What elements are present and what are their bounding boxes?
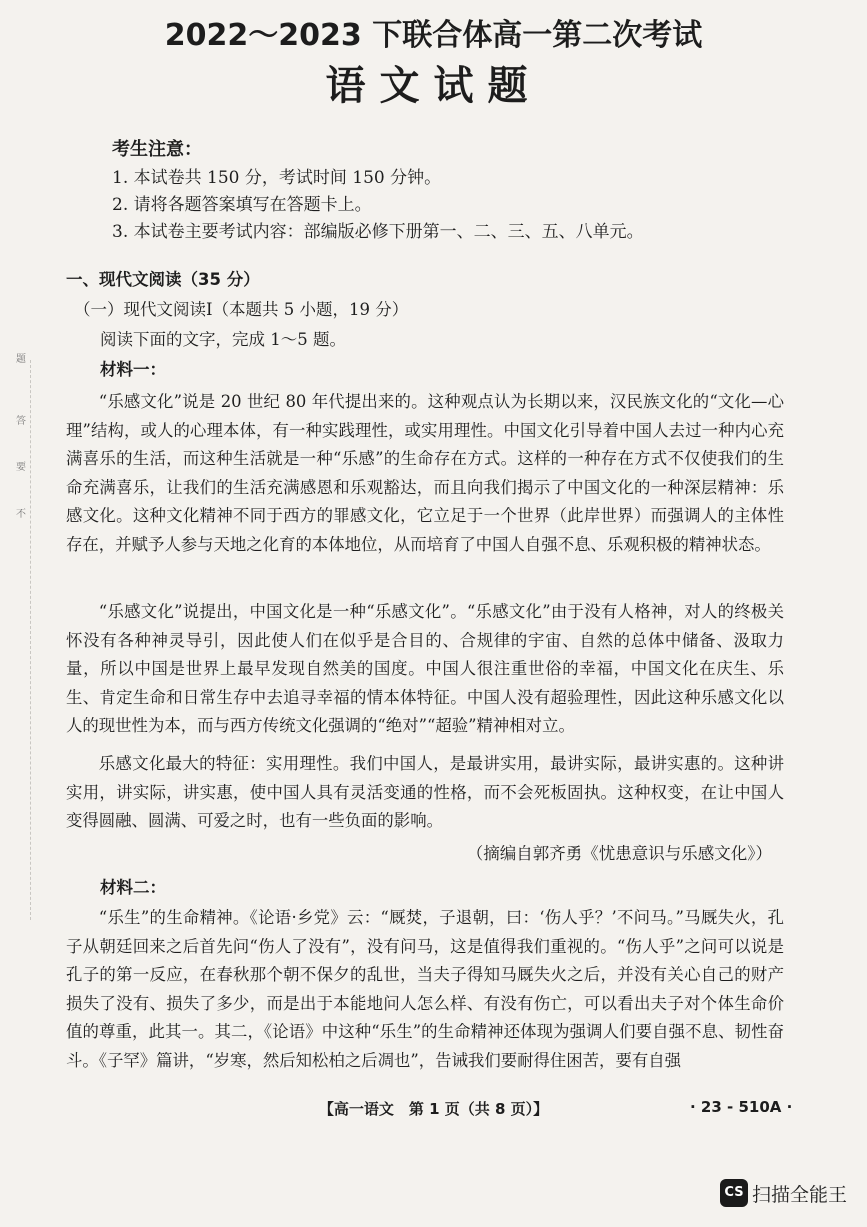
- camscanner-logo-icon: CS: [720, 1179, 748, 1207]
- material-one-paragraph-2: “乐感文化”说提出，中国文化是一种“乐感文化”。“乐感文化”由于没有人格神，对人的终极关怀没有各种神灵导引，因此使人们在似乎是合目的、合规律的宇宙、自然的总体中储备、汲取力量，所以中国是世界上最早发现自然美的国度。中国人很注重世俗的幸福，中国文化在庆生、乐生、肯定生命和日常生存中去追寻幸福的情本体特征。中国人没有超验理性，因此这种乐感文化以人的现世性为本，而与西方传统文化强调的“绝对”“超验”精神相对立。: [66, 602, 784, 735]
- material-two-paragraph-1: “乐生”的生命精神。《论语·乡党》云：“厩焚，子退朝，曰：‘伤人乎？’不问马。”马厩失火，孔子从朝廷回来之后首先问“伤人了没有”，没有问马，这是值得我们重视的。“伤人乎”之问可以说是孔子的第一反应，在春秋那个朝不保夕的乱世，当夫子得知马厩失火之后，并没有关心自己的财产损失了没有、损失了多少，而是出于本能地问人怎么样、有没有伤亡，可以看出夫子对个体生命价值的尊重，此其一。其二，《论语》中这种“乐生”的生命精神还体现为强调人们要自强不息、韧性奋斗。《子罕》篇讲，“岁寒，然后知松柏之后凋也”，告诫我们要耐得住困苦，要有自强: [66, 908, 784, 1070]
- material-one-source: （摘编自郭齐勇《忧患意识与乐感文化》）: [466, 844, 772, 863]
- footer-code: · 23 - 510A ·: [690, 1098, 793, 1116]
- margin-mark: 要: [16, 462, 26, 473]
- notice-item: 3. 本试卷主要考试内容：部编版必修下册第一、二、三、五、八单元。: [112, 222, 644, 242]
- material-one-paragraph-1: “乐感文化”说是 20 世纪 80 年代提出来的。这种观点认为长期以来，汉民族文化的“文化—心理”结构，或人的心理本体，有一种实践理性，或实用理性。中国文化引导着中国人去过一种内心充满喜乐的生活，而这种生活就是一种“乐感”的生命存在方式。这样的一种存在方式不仅使我们的生命充满喜乐，让我们的生活充满感恩和乐观豁达，而且向我们揭示了中国文化的一种深层精神：乐感文化。这种文化精神不同于西方的罪感文化，它立足于一个世界（此岸世界）而强调人的主体性存在，并赋予人参与天地之化育的本体地位，从而培育了中国人自强不息、乐观积极的精神状态。: [66, 392, 784, 554]
- binding-line: [30, 360, 32, 920]
- notice-item: 1. 本试卷共 150 分，考试时间 150 分钟。: [112, 168, 442, 188]
- material-one-paragraph-3: 乐感文化最大的特征：实用理性。我们中国人，是最讲实用，最讲实际，最讲实惠的。这种讲实用，讲实际，讲实惠，使中国人具有灵活变通的性格，而不会死板固执。这种权变，在让中国人变得圆融、圆满、可爱之时，也有一些负面的影响。: [66, 754, 784, 830]
- notice-item: 2. 请将各题答案填写在答题卡上。: [112, 195, 372, 215]
- footer-page-info: 【高一语文 第 1 页（共 8 页）】: [318, 1100, 549, 1118]
- candidate-notice: [112, 136, 644, 246]
- exam-title: 2022～2023 下联合体高一第二次考试: [164, 18, 703, 53]
- subject-title: 语文试题: [325, 63, 542, 109]
- section-title: 一、现代文阅读（35 分）: [66, 270, 260, 289]
- margin-mark: 不: [16, 509, 26, 520]
- margin-mark: 答: [16, 416, 26, 427]
- margin-mark: 题: [16, 354, 26, 365]
- material-one-label: 材料一：: [100, 360, 166, 379]
- camscanner-watermark: 扫描全能王: [752, 1184, 848, 1206]
- subsection-title: （一）现代文阅读Ⅰ（本题共 5 小题，19 分）: [74, 300, 409, 319]
- reading-instruction: 阅读下面的文字，完成 1～5 题。: [100, 330, 346, 349]
- material-two-label: 材料二：: [100, 878, 166, 897]
- notice-heading: 考生注意：: [112, 139, 202, 160]
